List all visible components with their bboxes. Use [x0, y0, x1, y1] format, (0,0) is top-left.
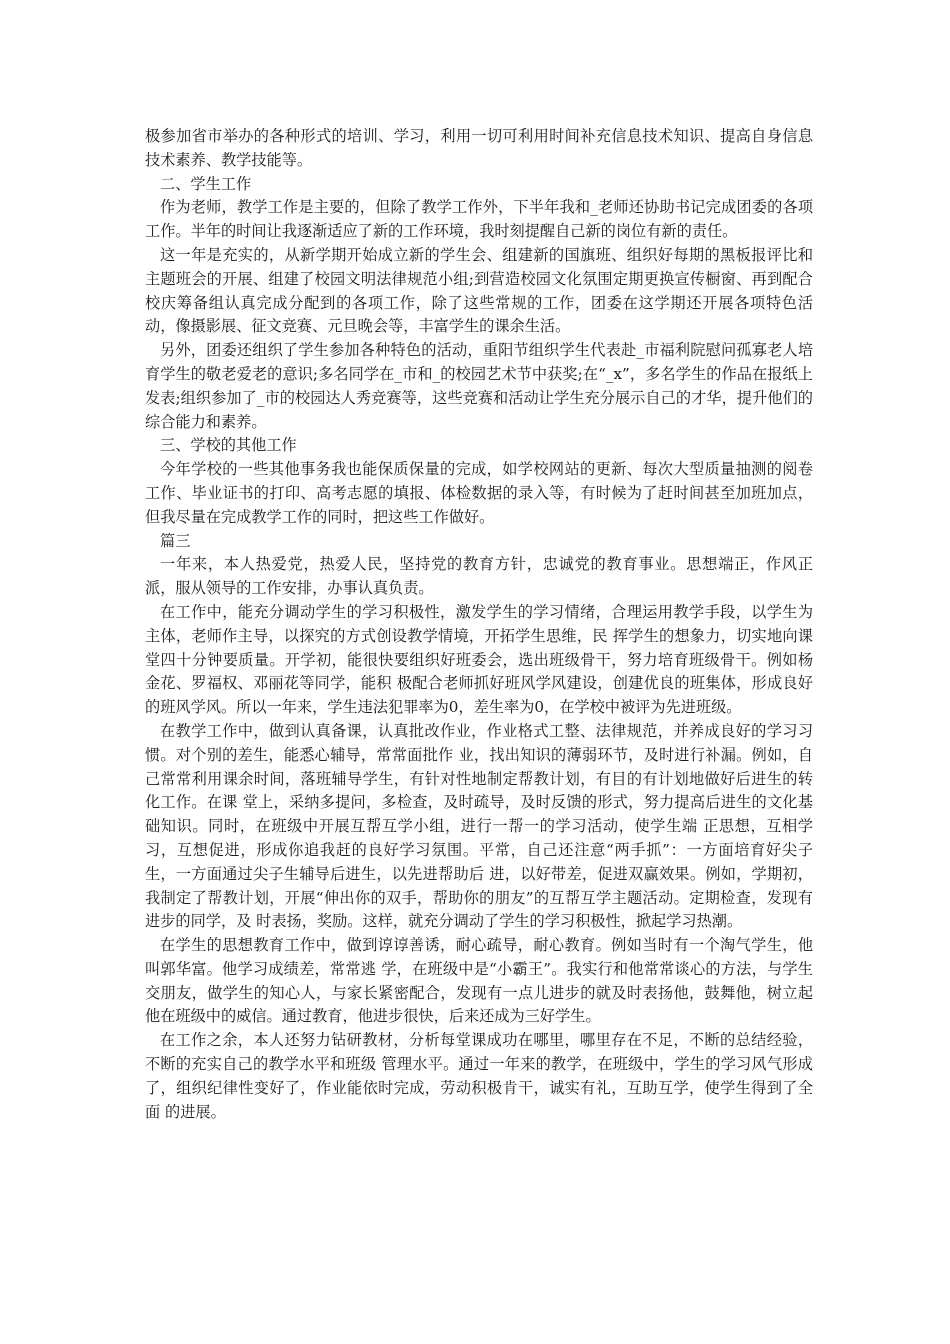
document-body	[145, 125, 813, 1124]
paragraph-after-work-study: 在工作之余，本人还努力钻研教材，分析每堂课成功在哪里，哪里存在不足，不断的总结经验，不断的充实自己的教学水平和班级 管理水平。通过一年来的教学，在班级中，学生的学习风气形成了，组织纪律性变好了，作业能依时完成，劳动积极肯干，诚实有礼，互助互学，使学生得到了全面 的进展。	[145, 1031, 813, 1121]
paragraph-training: 极参加省市举办的各种形式的培训、学习，利用一切可利用时间补充信息技术知识、提高自身信息技术素养、教学技能等。	[145, 127, 813, 169]
paragraph-ideological-education: 在学生的思想教育工作中，做到谆谆善诱，耐心疏导，耐心教育。例如当时有一个淘气学生，他叫郭华富。他学习成绩差，常常逃 学，在班级中是“小霸王”。我实行和他常常谈心的方法，与学生交朋友，做学生的知心人，与家长紧密配合，发现有一点儿进步的就及时表扬他，鼓舞他，树立起 他在班级中的威信。通过教育，他进步很快，后来还成为三好学生。	[145, 936, 813, 1026]
paragraph-fulfilling-year: 这一年是充实的，从新学期开始成立新的学生会、组建新的国旗班、组织好每期的黑板报评比和主题班会的开展、组建了校园文明法律规范小组;到营造校园文化氛围定期更换宣传橱窗、再到配合校庆筹备组认真完成分配到的各项工作，除了这些常规的工作，团委在这学期还开展各项特色活动，像摄影展、征文竞赛、元旦晚会等，丰富学生的课余生活。	[145, 245, 813, 336]
section-heading-student-work: 二、学生工作	[160, 174, 252, 193]
paragraph-special-activities: 另外，团委还组织了学生参加各种特色的活动，重阳节组织学生代表赴_市福利院慰问孤寡老人培育学生的敬老爱老的意识;多名同学在_市和_的校园艺术节中获奖;在“_x”，多名学生的作品在报纸上发表;组织参加了_市的校园达人秀竞赛等，这些竞赛和活动让学生充分展示自己的才华，提升他们的综合能力和素养。	[145, 341, 813, 431]
section-heading-part-three: 篇三	[160, 531, 191, 550]
section-heading-other-work: 三、学校的其他工作	[160, 436, 297, 455]
paragraph-loyalty: 一年来，本人热爱党，热爱人民，坚持党的教育方针，忠诚党的教育事业。思想端正，作风正派，服从领导的工作安排，办事认真负责。	[145, 555, 813, 598]
paragraph-teaching-work: 在教学工作中，做到认真备课，认真批改作业，作业格式工整、法律规范，并养成良好的学习习惯。对个别的差生，能悉心辅导，常常面批作 业，找出知识的薄弱环节，及时进行补漏。例如，自己常常利用课余时间，落班辅导学生，有针对性地制定帮教计划，有目的有计划地做好后进生的转化工作。在课 堂上，采纳多提问，多检查，及时疏导，及时反馈的形式，努力提高后进生的文化基础知识。同时，在班级中开展互帮互学小组，进行一帮一的学习活动，使学生端 正思想，互相学习，互想促进，形成你追我赶的良好学习氛围。平常，自己还注意“两手抓”：一方面培育好尖子生，一方面通过尖子生辅导后进生，以先进帮助后 进，以好带差，促进双赢效果。例如，学期初，我制定了帮教计划，开展“伸出你的双手，帮助你的朋友”的互帮互学主题活动。定期检查，发现有进步的同学，及 时表扬，奖励。这样，就充分调动了学生的学习积极性，掀起学习热潮。	[145, 721, 813, 931]
paragraph-student-motivation: 在工作中，能充分调动学生的学习积极性，激发学生的学习情绪，合理运用教学手段，以学生为主体，老师作主导，以探究的方式创设教学情境，开拓学生思维，民 挥学生的想象力，切实地向课堂四十分钟要质量。开学初，能很快要组织好班委会，选出班级骨干，努力培育班级骨干。例如杨金花、罗福权、邓丽花等同学，能积 极配合老师抓好班风学风建设，创建优良的班集体，形成良好的班风学风。所以一年来，学生违法犯罪率为0，差生率为0，在学校中被评为先进班级。	[145, 602, 813, 717]
paragraph-school-affairs: 今年学校的一些其他事务我也能保质保量的完成，如学校网站的更新、每次大型质量抽测的阅卷工作、毕业证书的打印、高考志愿的填报、体检数据的录入等，有时候为了赶时间甚至加班加点，但我尽量在完成教学工作的同时，把这些工作做好。	[145, 460, 813, 526]
paragraph-teacher-role: 作为老师，教学工作是主要的，但除了教学工作外，下半年我和_老师还协助书记完成团委的各项工作。半年的时间让我逐渐适应了新的工作环境，我时刻提醒自己新的岗位有新的责任。	[145, 198, 813, 241]
